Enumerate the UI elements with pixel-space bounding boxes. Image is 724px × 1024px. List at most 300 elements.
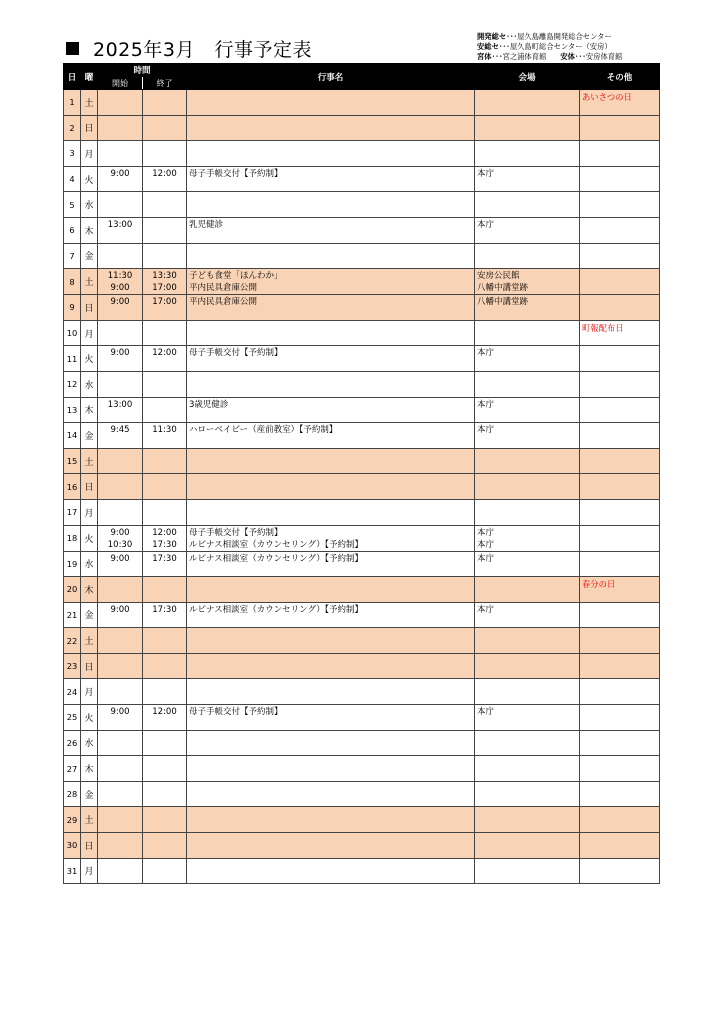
day-cell: 25 (64, 705, 81, 731)
table-row (64, 833, 660, 859)
event-line: 母子手帳交付【予約制】 (189, 348, 283, 359)
start-time-cell (98, 423, 143, 449)
day-cell: 18 (64, 525, 81, 551)
end-time-cell (143, 166, 187, 192)
table-row (64, 551, 660, 577)
start-time-cell (98, 653, 143, 679)
venue-line: 本庁 (477, 553, 495, 564)
venue-line: 本庁 (477, 527, 495, 538)
weekday-cell: 月 (81, 679, 98, 705)
legend-desc: ･･･宮之浦体育館 (491, 52, 547, 61)
venue-cell (475, 423, 580, 449)
weekday-cell: 月 (81, 858, 98, 884)
start-time-cell (98, 217, 143, 243)
other-cell (580, 448, 660, 474)
weekday-cell: 水 (81, 730, 98, 756)
venue-line: 本庁 (477, 219, 495, 230)
event-line: 母子手帳交付【予約制】 (189, 168, 283, 179)
table-row (64, 577, 660, 603)
end-time-cell (143, 192, 187, 218)
venue-cell (475, 243, 580, 269)
start-time-cell (98, 628, 143, 654)
day-cell: 12 (64, 371, 81, 397)
table-row (64, 602, 660, 628)
table-row (64, 371, 660, 397)
venue-cell (475, 679, 580, 705)
table-row (64, 858, 660, 884)
venue-cell (475, 551, 580, 577)
legend-line (477, 42, 622, 52)
end-time-cell (143, 730, 187, 756)
day-cell: 7 (64, 243, 81, 269)
event-line: 母子手帳交付【予約制】 (189, 707, 283, 718)
weekday-cell: 土 (81, 90, 98, 116)
venue-cell (475, 397, 580, 423)
end-time-line: 17:00 (152, 297, 177, 308)
event-line: 平内民具倉庫公開 (189, 283, 258, 294)
weekday-cell: 日 (81, 295, 98, 321)
event-cell (187, 833, 475, 859)
venue-cell (475, 577, 580, 603)
end-time-cell (143, 371, 187, 397)
event-line: 平内民具倉庫公開 (189, 297, 258, 308)
day-cell: 17 (64, 499, 81, 525)
start-time-cell (98, 730, 143, 756)
start-time-cell (98, 448, 143, 474)
day-cell: 15 (64, 448, 81, 474)
start-time-line: 9:00 (110, 348, 130, 359)
day-cell: 19 (64, 551, 81, 577)
weekday-cell: 日 (81, 474, 98, 500)
event-cell (187, 90, 475, 116)
venue-line: 本庁 (477, 399, 495, 410)
header-other: その他 (580, 64, 660, 90)
start-time-line: 11:30 (107, 271, 133, 282)
weekday-cell: 木 (81, 577, 98, 603)
end-time-line: 17:30 (152, 553, 177, 564)
table-row (64, 192, 660, 218)
table-row (64, 474, 660, 500)
day-cell: 10 (64, 320, 81, 346)
table-row (64, 217, 660, 243)
end-time-cell (143, 320, 187, 346)
table-row (64, 628, 660, 654)
end-time-cell (143, 499, 187, 525)
event-cell (187, 781, 475, 807)
day-cell: 20 (64, 577, 81, 603)
table-row (64, 781, 660, 807)
weekday-cell: 金 (81, 243, 98, 269)
event-cell (187, 423, 475, 449)
event-line: ルピナス相談室（カウンセリング）【予約制】 (189, 539, 363, 550)
start-time-cell (98, 295, 143, 321)
table-row (64, 756, 660, 782)
other-cell (580, 679, 660, 705)
event-cell (187, 525, 475, 551)
legend-line (477, 32, 622, 42)
schedule-body (64, 90, 660, 884)
start-time-line: 9:00 (110, 527, 130, 538)
weekday-cell: 木 (81, 756, 98, 782)
event-cell (187, 397, 475, 423)
weekday-cell: 金 (81, 423, 98, 449)
venue-cell (475, 371, 580, 397)
weekday-cell: 土 (81, 448, 98, 474)
end-time-line: 17:00 (152, 283, 177, 294)
table-row (64, 269, 660, 295)
venue-line: 本庁 (477, 539, 495, 550)
day-cell: 31 (64, 858, 81, 884)
day-cell: 4 (64, 166, 81, 192)
start-time-line: 9:00 (110, 297, 130, 308)
legend-desc: ･･･屋久島町総合センター（安房） (498, 42, 612, 51)
day-cell: 13 (64, 397, 81, 423)
start-time-line: 9:00 (110, 553, 130, 564)
weekday-cell: 土 (81, 628, 98, 654)
event-line: 3歳児健診 (189, 399, 229, 410)
end-time-cell (143, 705, 187, 731)
other-cell: 春分の日 (580, 577, 660, 603)
venue-cell (475, 756, 580, 782)
venue-cell (475, 833, 580, 859)
day-cell: 22 (64, 628, 81, 654)
other-cell (580, 346, 660, 372)
weekday-cell: 金 (81, 781, 98, 807)
end-time-cell (143, 90, 187, 116)
other-cell (580, 217, 660, 243)
start-time-cell (98, 115, 143, 141)
other-cell (580, 705, 660, 731)
start-time-line: 13:00 (107, 399, 133, 410)
venue-cell (475, 474, 580, 500)
schedule-table (63, 63, 660, 884)
weekday-cell: 木 (81, 217, 98, 243)
weekday-cell: 水 (81, 551, 98, 577)
end-time-line: 17:30 (152, 539, 177, 550)
legend-line (477, 52, 622, 62)
page-title-row (66, 34, 312, 62)
start-time-cell (98, 807, 143, 833)
day-cell: 26 (64, 730, 81, 756)
other-cell (580, 653, 660, 679)
event-cell (187, 474, 475, 500)
day-cell: 14 (64, 423, 81, 449)
event-cell (187, 166, 475, 192)
venue-cell (475, 115, 580, 141)
end-time-cell (143, 858, 187, 884)
header-start: 開始 (98, 77, 143, 90)
other-cell (580, 781, 660, 807)
venue-line: 本庁 (477, 348, 495, 359)
event-cell (187, 448, 475, 474)
start-time-cell (98, 141, 143, 167)
event-line: ハローベイビー（産前教室）【予約制】 (189, 425, 338, 436)
day-cell: 2 (64, 115, 81, 141)
table-row (64, 295, 660, 321)
event-cell (187, 192, 475, 218)
venue-line: 本庁 (477, 425, 495, 436)
end-time-cell (143, 346, 187, 372)
end-time-line: 11:30 (152, 425, 177, 436)
legend-abbr: 安総セ (477, 42, 499, 51)
table-row (64, 166, 660, 192)
table-row (64, 243, 660, 269)
other-cell (580, 141, 660, 167)
event-cell (187, 628, 475, 654)
start-time-cell (98, 833, 143, 859)
start-time-cell (98, 192, 143, 218)
day-cell: 24 (64, 679, 81, 705)
other-cell (580, 858, 660, 884)
end-time-cell (143, 141, 187, 167)
venue-cell (475, 141, 580, 167)
day-cell: 21 (64, 602, 81, 628)
venue-cell (475, 705, 580, 731)
day-cell: 30 (64, 833, 81, 859)
legend-abbr: 宮体 (477, 52, 492, 61)
table-row (64, 90, 660, 116)
event-cell (187, 217, 475, 243)
day-cell: 8 (64, 269, 81, 295)
event-cell (187, 807, 475, 833)
end-time-cell (143, 295, 187, 321)
event-cell (187, 679, 475, 705)
start-time-cell (98, 551, 143, 577)
table-row (64, 423, 660, 449)
event-cell (187, 577, 475, 603)
start-time-cell (98, 499, 143, 525)
venue-cell (475, 346, 580, 372)
end-time-cell (143, 115, 187, 141)
weekday-cell: 金 (81, 602, 98, 628)
header-venue: 会場 (475, 64, 580, 90)
header-day: 日 (64, 64, 81, 90)
weekday-cell: 月 (81, 320, 98, 346)
start-time-cell (98, 397, 143, 423)
start-time-cell (98, 320, 143, 346)
day-cell: 29 (64, 807, 81, 833)
weekday-cell: 木 (81, 397, 98, 423)
table-row (64, 448, 660, 474)
header-time: 時間 (98, 64, 187, 77)
event-cell (187, 243, 475, 269)
start-time-cell (98, 577, 143, 603)
title-square-icon (66, 42, 79, 55)
start-time-line: 9:00 (110, 168, 130, 179)
day-cell: 11 (64, 346, 81, 372)
event-line: 乳児健診 (189, 219, 224, 230)
end-time-line: 12:00 (152, 527, 177, 538)
other-cell (580, 371, 660, 397)
day-cell: 3 (64, 141, 81, 167)
event-cell (187, 653, 475, 679)
venue-cell (475, 295, 580, 321)
other-cell (580, 628, 660, 654)
event-cell (187, 141, 475, 167)
start-time-line: 9:00 (110, 707, 130, 718)
start-time-cell (98, 858, 143, 884)
venue-line: 本庁 (477, 604, 495, 615)
weekday-cell: 水 (81, 371, 98, 397)
venue-line: 本庁 (477, 168, 495, 179)
other-cell (580, 525, 660, 551)
end-time-cell (143, 602, 187, 628)
end-time-cell (143, 525, 187, 551)
start-time-line: 9:45 (110, 425, 130, 436)
other-cell (580, 115, 660, 141)
end-time-line: 13:30 (152, 271, 177, 282)
start-time-line: 10:30 (107, 539, 133, 550)
table-row (64, 320, 660, 346)
table-row (64, 705, 660, 731)
other-cell (580, 602, 660, 628)
event-cell (187, 499, 475, 525)
start-time-cell (98, 679, 143, 705)
start-time-cell (98, 602, 143, 628)
event-cell (187, 858, 475, 884)
start-time-cell (98, 756, 143, 782)
end-time-cell (143, 243, 187, 269)
end-time-line: 12:00 (152, 168, 177, 179)
other-cell: あいさつの日 (580, 90, 660, 116)
day-cell: 5 (64, 192, 81, 218)
day-cell: 9 (64, 295, 81, 321)
page-title: 2025年3月 行事予定表 (93, 38, 312, 61)
other-cell (580, 474, 660, 500)
venue-cell (475, 90, 580, 116)
start-time-cell (98, 781, 143, 807)
other-cell (580, 192, 660, 218)
end-time-cell (143, 628, 187, 654)
weekday-cell: 日 (81, 115, 98, 141)
other-cell (580, 730, 660, 756)
weekday-cell: 土 (81, 269, 98, 295)
end-time-cell (143, 423, 187, 449)
end-time-cell (143, 653, 187, 679)
table-row (64, 525, 660, 551)
other-cell (580, 756, 660, 782)
venue-cell (475, 602, 580, 628)
day-cell: 6 (64, 217, 81, 243)
other-cell (580, 423, 660, 449)
day-cell: 16 (64, 474, 81, 500)
day-cell: 27 (64, 756, 81, 782)
other-cell (580, 807, 660, 833)
event-cell (187, 115, 475, 141)
table-row (64, 653, 660, 679)
table-row (64, 679, 660, 705)
venue-cell (475, 217, 580, 243)
weekday-cell: 火 (81, 705, 98, 731)
weekday-cell: 火 (81, 525, 98, 551)
weekday-cell: 土 (81, 807, 98, 833)
table-row (64, 730, 660, 756)
day-cell: 1 (64, 90, 81, 116)
weekday-cell: 火 (81, 346, 98, 372)
other-cell (580, 499, 660, 525)
start-time-cell (98, 525, 143, 551)
venue-cell (475, 730, 580, 756)
end-time-line: 12:00 (152, 348, 177, 359)
event-line: 母子手帳交付【予約制】 (189, 527, 283, 538)
start-time-line: 9:00 (110, 283, 130, 294)
end-time-cell (143, 781, 187, 807)
weekday-cell: 火 (81, 166, 98, 192)
start-time-cell (98, 474, 143, 500)
day-cell: 28 (64, 781, 81, 807)
event-cell (187, 295, 475, 321)
table-row (64, 499, 660, 525)
venue-cell (475, 807, 580, 833)
weekday-cell: 月 (81, 141, 98, 167)
event-cell (187, 269, 475, 295)
venue-cell (475, 653, 580, 679)
other-cell: 町報配布日 (580, 320, 660, 346)
end-time-cell (143, 756, 187, 782)
start-time-cell (98, 346, 143, 372)
event-line: 子ども食堂「ほんわか」 (189, 271, 283, 282)
other-cell (580, 397, 660, 423)
event-cell (187, 705, 475, 731)
other-cell (580, 243, 660, 269)
weekday-cell: 月 (81, 499, 98, 525)
venue-cell (475, 525, 580, 551)
end-time-cell (143, 577, 187, 603)
event-line: ルピナス相談室（カウンセリング）【予約制】 (189, 604, 363, 615)
legend-abbr: 開発総セ (477, 32, 507, 41)
end-time-cell (143, 807, 187, 833)
header-end: 終了 (143, 77, 187, 90)
table-row (64, 397, 660, 423)
header-event: 行事名 (187, 64, 475, 90)
start-time-cell (98, 243, 143, 269)
legend-abbr: 安体 (560, 52, 575, 61)
other-cell (580, 833, 660, 859)
venue-cell (475, 269, 580, 295)
header-dow: 曜 (81, 64, 98, 90)
venue-line: 八幡中講堂跡 (477, 297, 529, 308)
venue-cell (475, 499, 580, 525)
event-cell (187, 371, 475, 397)
venue-line: 八幡中講堂跡 (477, 283, 529, 294)
end-time-cell (143, 269, 187, 295)
start-time-line: 9:00 (110, 604, 130, 615)
table-row (64, 807, 660, 833)
event-cell (187, 346, 475, 372)
weekday-cell: 日 (81, 833, 98, 859)
other-cell (580, 166, 660, 192)
table-row (64, 346, 660, 372)
event-cell (187, 730, 475, 756)
start-time-line: 13:00 (107, 219, 133, 230)
end-time-cell (143, 474, 187, 500)
venue-cell (475, 320, 580, 346)
venue-cell (475, 628, 580, 654)
venue-cell (475, 166, 580, 192)
day-cell: 23 (64, 653, 81, 679)
start-time-cell (98, 166, 143, 192)
start-time-cell (98, 705, 143, 731)
venue-line: 安房公民館 (477, 271, 520, 282)
start-time-cell (98, 371, 143, 397)
other-cell (580, 295, 660, 321)
end-time-cell (143, 551, 187, 577)
end-time-cell (143, 217, 187, 243)
venue-legend (477, 32, 622, 62)
end-time-line: 17:30 (152, 604, 177, 615)
event-cell (187, 756, 475, 782)
end-time-cell (143, 448, 187, 474)
